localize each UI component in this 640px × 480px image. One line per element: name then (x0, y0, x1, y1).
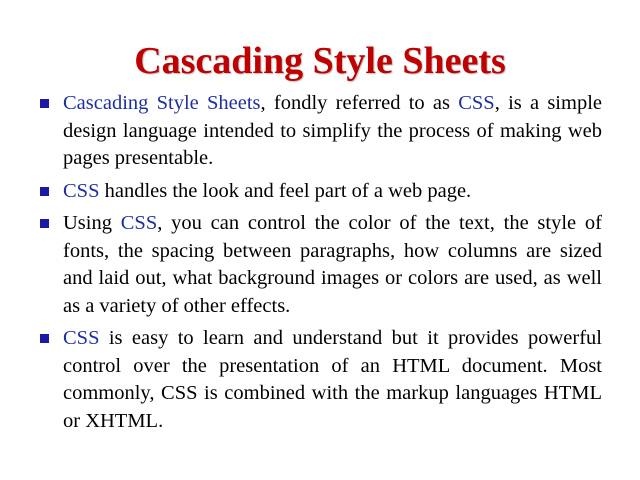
square-bullet-icon (40, 219, 49, 228)
slide-title: Cascading Style Sheets (134, 40, 506, 82)
bullet-item-1 (40, 90, 602, 173)
bullet-text: , fondly referred to as (260, 92, 459, 114)
bullet-text: handles the look and feel part of a web page. (99, 179, 472, 202)
square-bullet-icon (40, 334, 49, 343)
highlight-term: CSS (63, 327, 100, 349)
bullet-item-3 (40, 210, 602, 320)
highlight-term: CSS (120, 212, 158, 234)
highlight-term: CSS (63, 179, 100, 202)
bullet-item-2 (40, 178, 602, 206)
square-bullet-icon (40, 187, 49, 196)
bullet-text: , is a simple design language intended to simplify the process of making web pages presentable. (63, 92, 602, 169)
bullet-text: is easy to learn and understand but it provides powerful control over the presentation of an HTML document. Most commonly, CSS is combined with the markup languages HTML or XHTML. (63, 327, 602, 432)
highlight-term: Cascading Style Sheets (63, 92, 261, 114)
highlight-term: CSS (458, 92, 495, 114)
square-bullet-icon (40, 99, 49, 108)
bullet-text: Using (63, 212, 121, 234)
bullet-text: , you can control the color of the text, the style of fonts, the spacing between paragraphs, how columns are sized and laid out, what background images or colors are used, as well as a variety of other effects. (63, 212, 602, 317)
bullet-item-4 (40, 325, 602, 435)
bullet-list (40, 90, 602, 440)
